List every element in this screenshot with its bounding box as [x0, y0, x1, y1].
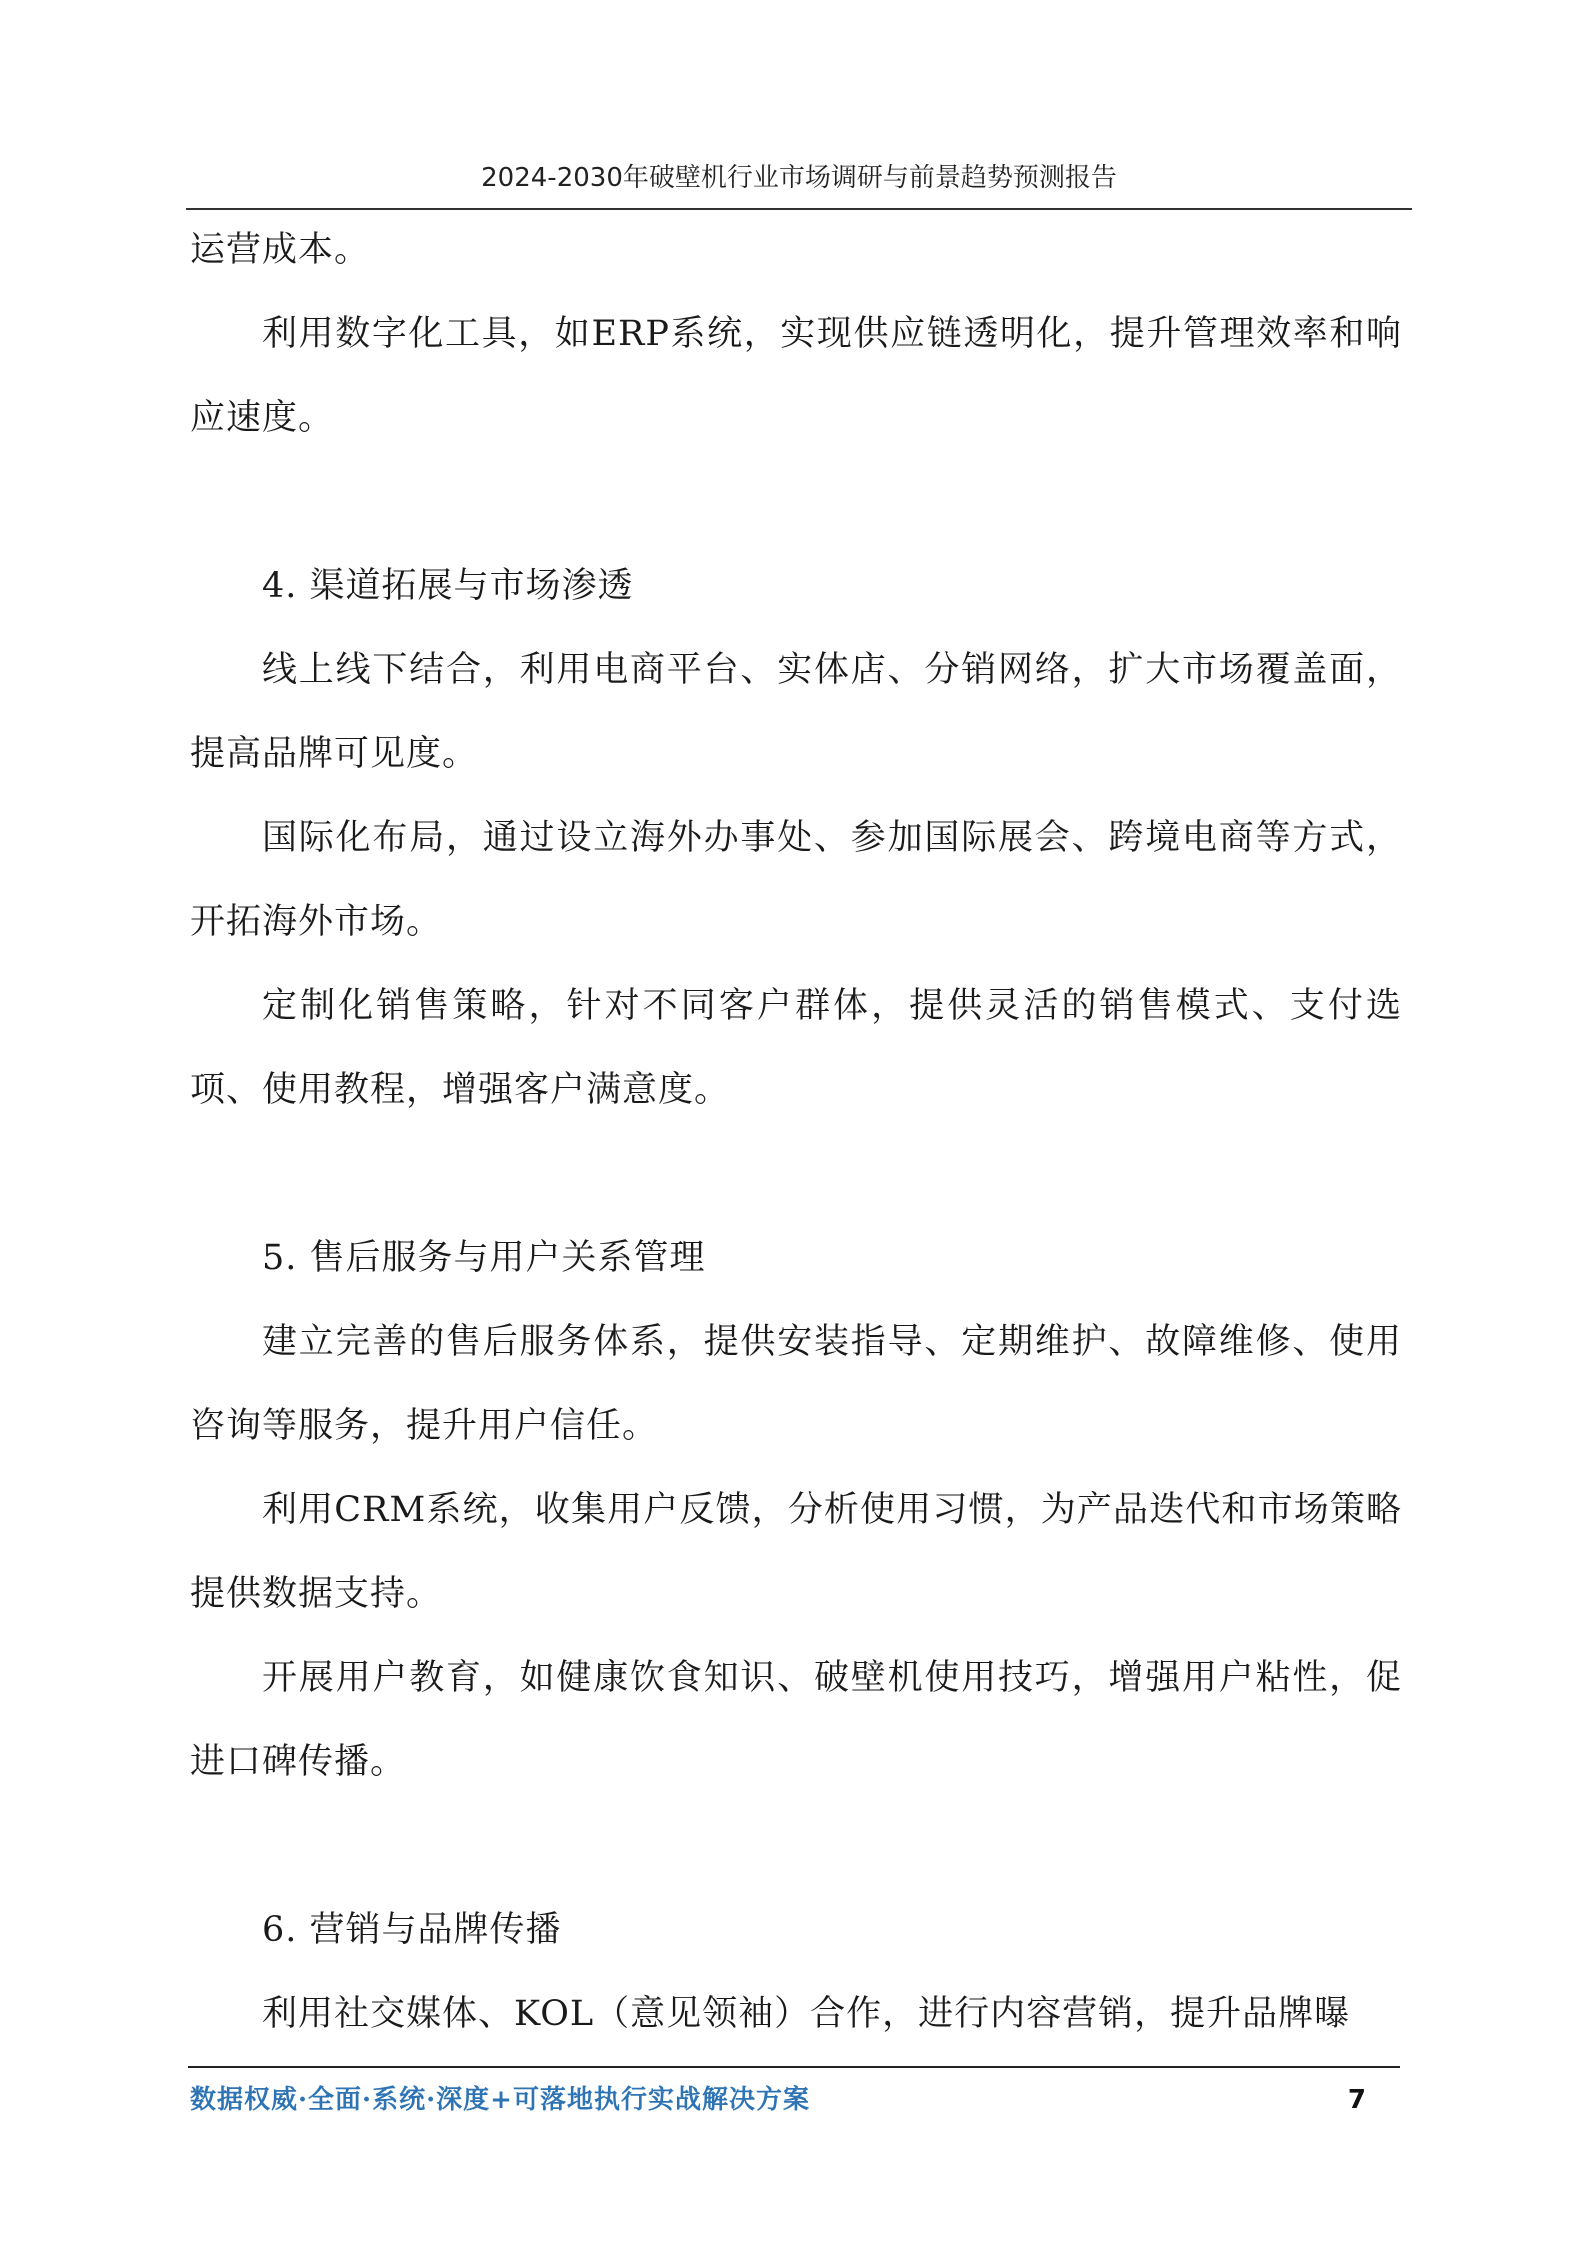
document-body	[190, 208, 1402, 2056]
paragraph: 线上线下结合，利用电商平台、实体店、分销网络，扩大市场覆盖面，提高品牌可见度。	[190, 650, 1402, 774]
paragraph: 定制化销售策略，针对不同客户群体，提供灵活的销售模式、支付选项、使用教程，增强客户满意度。	[190, 986, 1402, 1110]
paragraph: 利用数字化工具，如ERP系统，实现供应链透明化，提升管理效率和响应速度。	[190, 314, 1402, 438]
paragraph: 建立完善的售后服务体系，提供安装指导、定期维护、故障维修、使用咨询等服务，提升用户信任。	[190, 1322, 1402, 1446]
paragraph: 国际化布局，通过设立海外办事处、参加国际展会、跨境电商等方式，开拓海外市场。	[190, 818, 1402, 942]
section-heading-4: 4. 渠道拓展与市场渗透	[262, 566, 634, 606]
footer-slogan: 数据权威·全面·系统·深度+可落地执行实战解决方案	[190, 2085, 810, 2115]
section-spacer	[190, 1804, 1402, 1888]
paragraph: 利用社交媒体、KOL（意见领袖）合作，进行内容营销，提升品牌曝	[262, 1994, 1351, 2034]
section-spacer	[190, 1132, 1402, 1216]
paragraph: 利用CRM系统，收集用户反馈，分析使用习惯，为产品迭代和市场策略提供数据支持。	[190, 1490, 1402, 1614]
paragraph-continuation: 运营成本。	[190, 230, 371, 270]
paragraph: 开展用户教育，如健康饮食知识、破壁机使用技巧，增强用户粘性，促进口碑传播。	[190, 1658, 1402, 1782]
page-header-title: 2024-2030年破壁机行业市场调研与前景趋势预测报告	[481, 163, 1117, 193]
footer-divider	[188, 2066, 1400, 2068]
section-spacer	[190, 460, 1402, 544]
page-number: 7	[1347, 2085, 1366, 2115]
section-heading-5: 5. 售后服务与用户关系管理	[262, 1238, 706, 1278]
section-heading-6: 6. 营销与品牌传播	[262, 1910, 562, 1950]
